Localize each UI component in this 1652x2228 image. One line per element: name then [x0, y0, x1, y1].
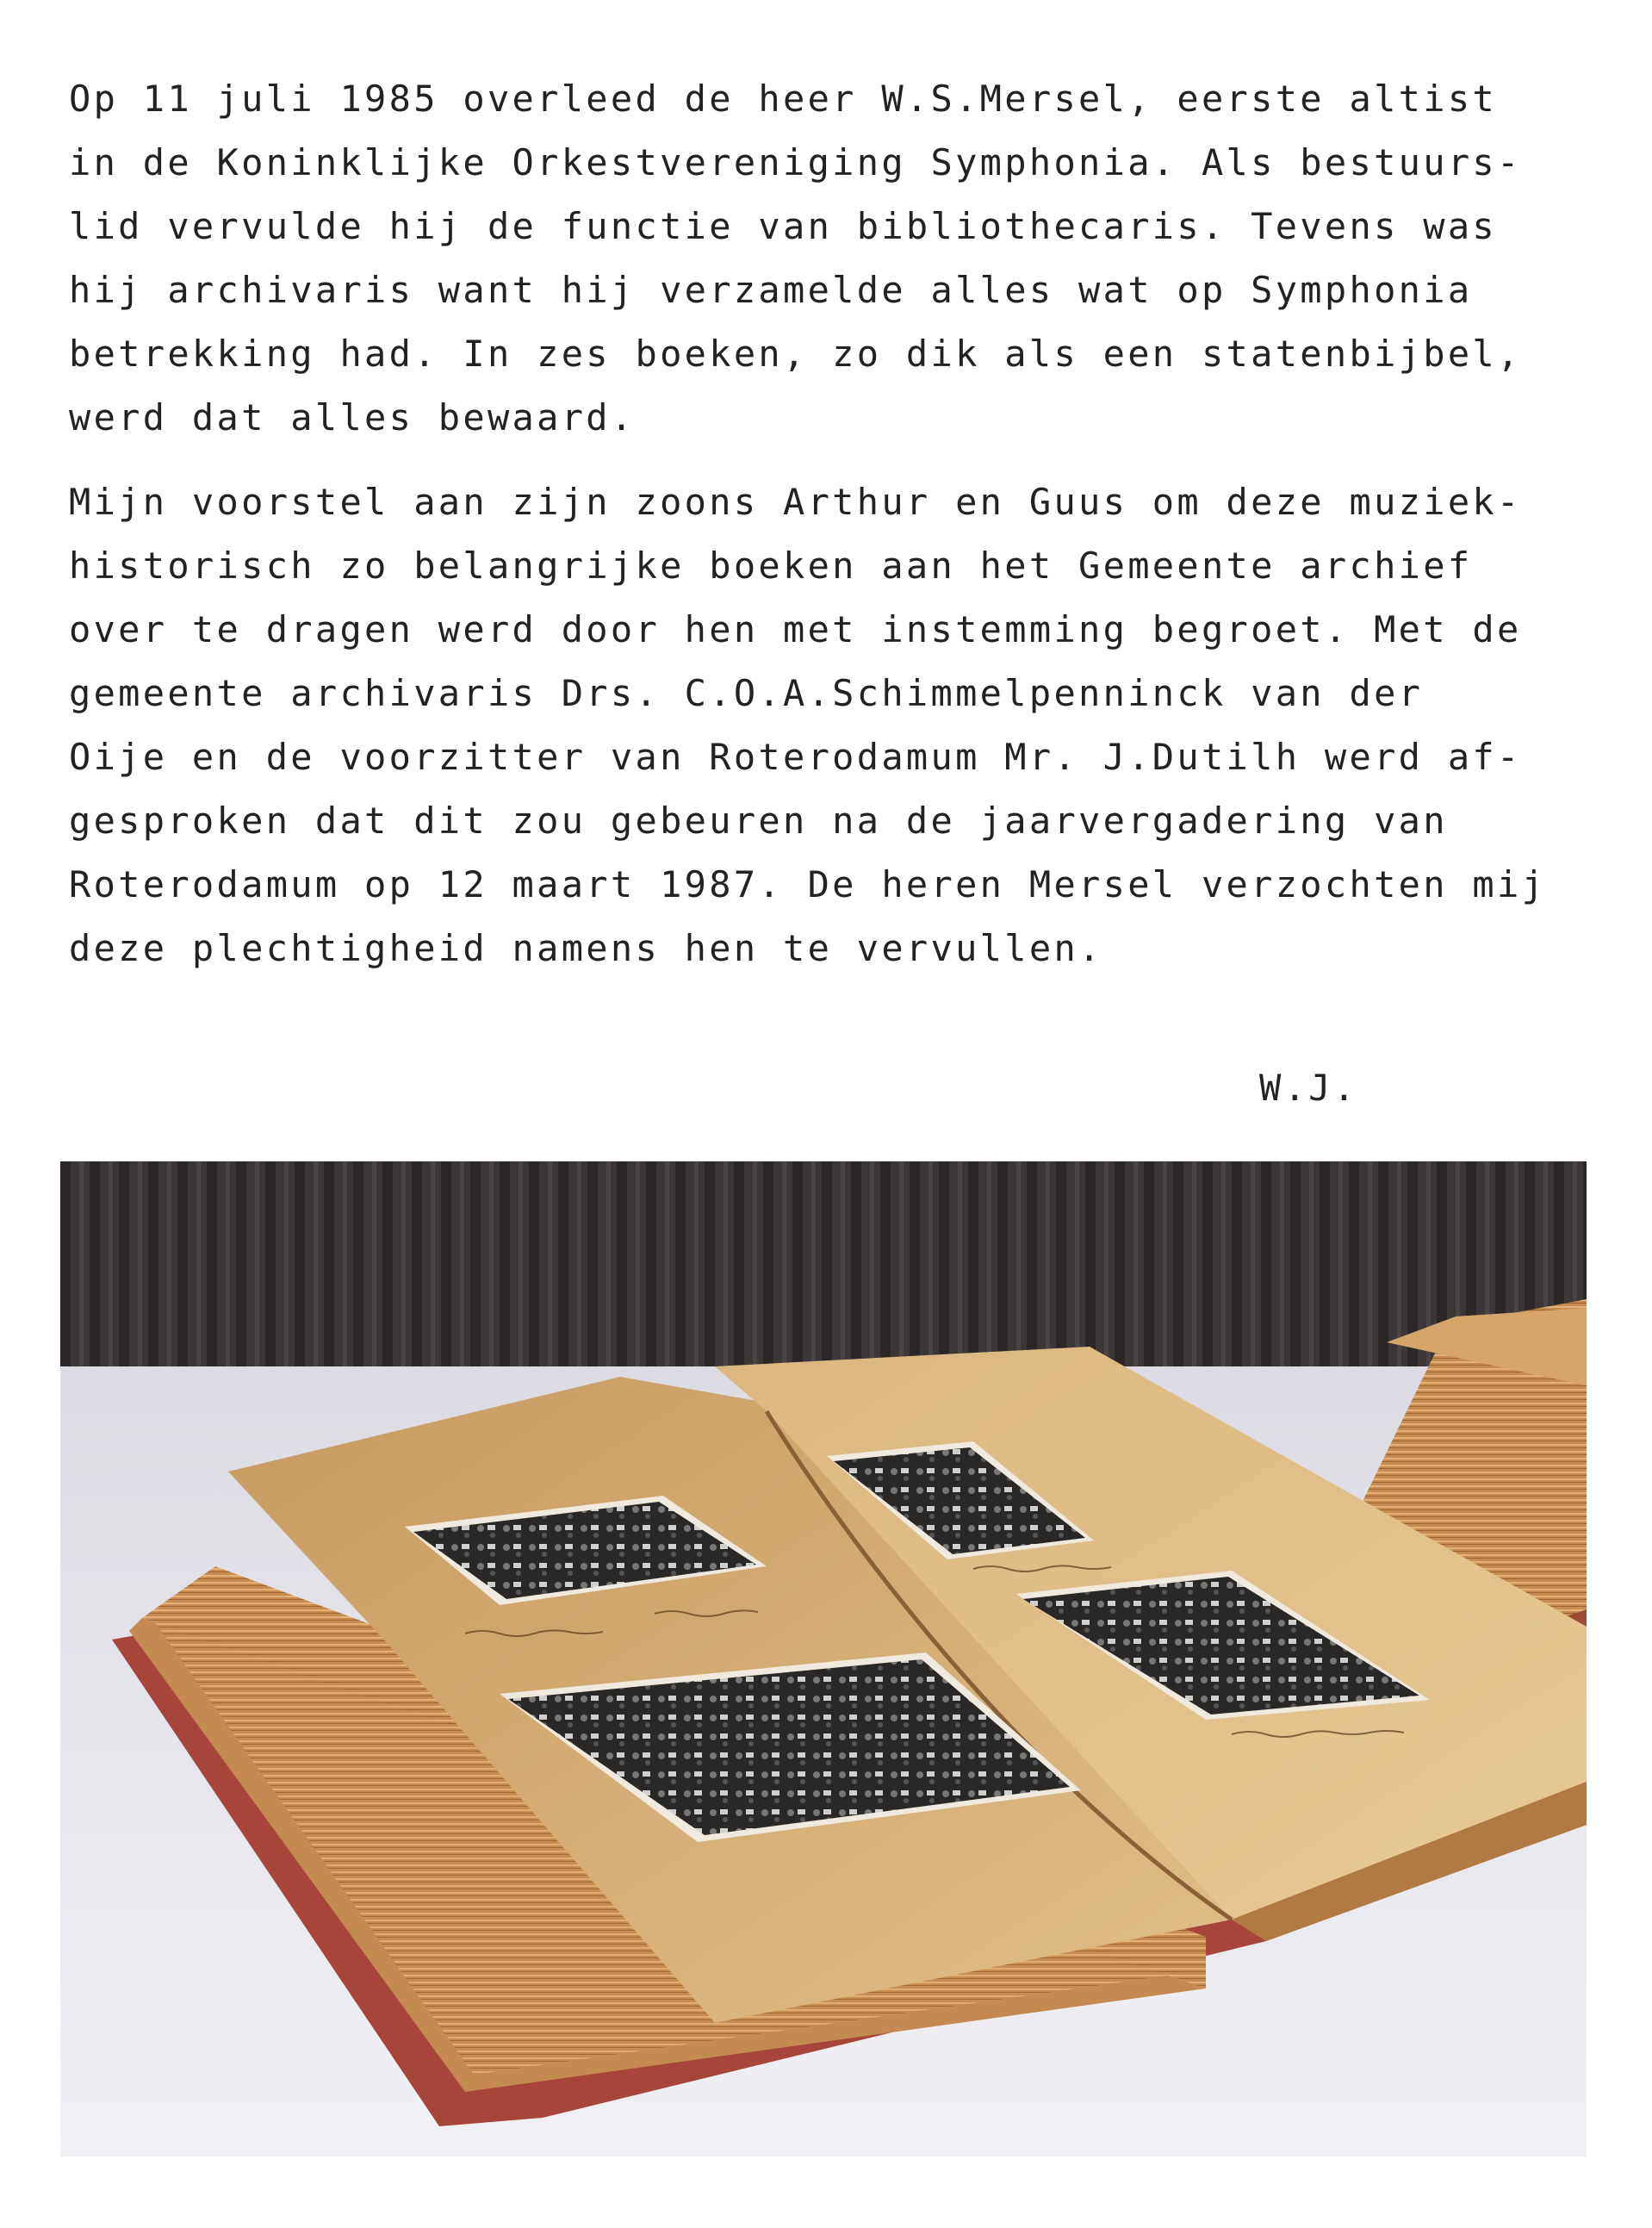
text-line: Mijn voorstel aan zijn zoons Arthur en Guus om deze muziek- — [69, 481, 1522, 523]
text-line: Roterodamum op 12 maart 1987. De heren Mersel verzochten mij — [69, 863, 1547, 906]
typed-letter — [69, 67, 1619, 980]
text-line: in de Koninklijke Orkestvereniging Symphonia. Als bestuurs- — [69, 141, 1522, 184]
photo-open-scrapbook — [60, 1161, 1587, 2156]
scrapbook-illustration — [60, 1161, 1587, 2156]
text-line: deze plechtigheid namens hen te vervullen. — [69, 927, 1103, 969]
text-line: over te dragen werd door hen met instemming begroet. Met de — [69, 608, 1522, 650]
curtain — [60, 1161, 1587, 1368]
text-line: historisch zo belangrijke boeken aan het Gemeente archief — [69, 545, 1473, 587]
text-line: lid vervulde hij de functie van bibliothecaris. Tevens was — [69, 205, 1497, 247]
signature: W.J. — [1259, 1067, 1358, 1109]
text-line: Oije en de voorzitter van Roterodamum Mr. J.Dutilh werd af- — [69, 736, 1522, 778]
paragraph-1 — [69, 67, 1619, 450]
paragraph-2 — [69, 470, 1619, 980]
text-line: betrekking had. In zes boeken, zo dik als een statenbijbel, — [69, 333, 1522, 375]
text-line: hij archivaris want hij verzamelde alles wat op Symphonia — [69, 269, 1473, 311]
text-line: gesproken dat dit zou gebeuren na de jaarvergadering van — [69, 800, 1448, 842]
text-line: Op 11 juli 1985 overleed de heer W.S.Mersel, eerste altist — [69, 78, 1497, 120]
text-line: werd dat alles bewaard. — [69, 396, 636, 439]
text-line: gemeente archivaris Drs. C.O.A.Schimmelpenninck van der — [69, 672, 1424, 714]
